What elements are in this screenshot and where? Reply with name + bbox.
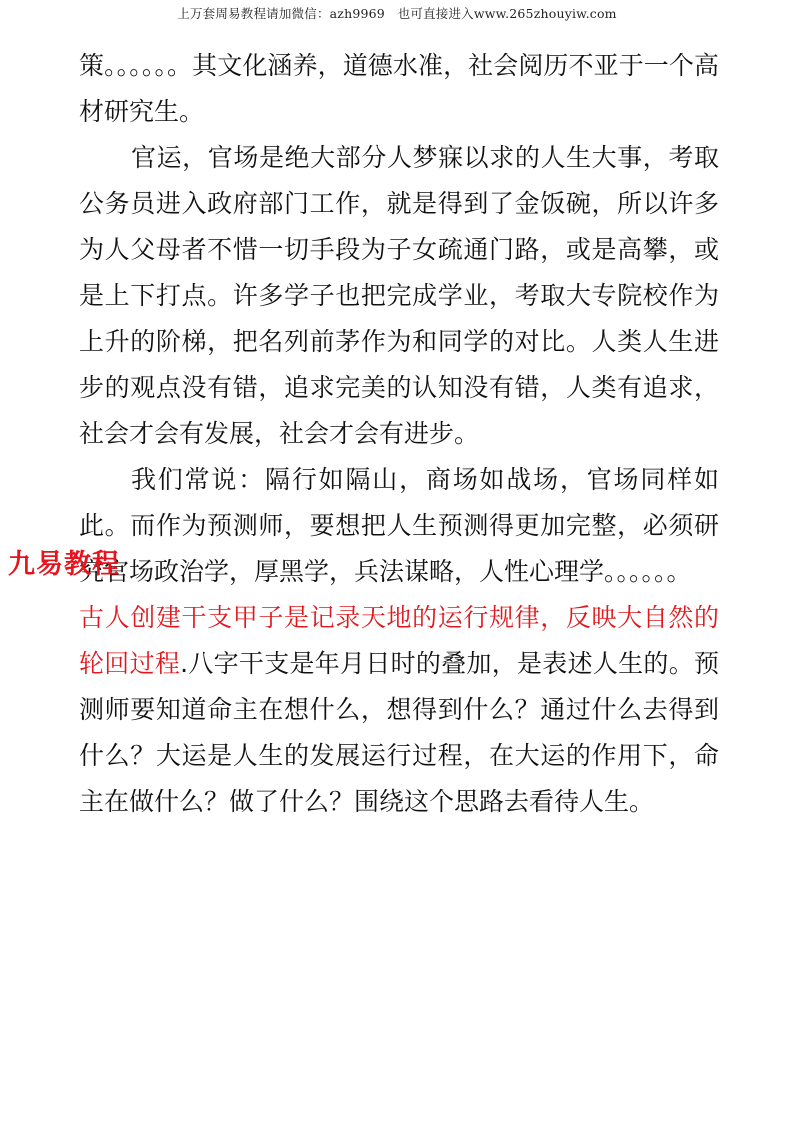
paragraph-1: 策。。。。。。其文化涵养，道德水准，社会阅历不亚于一个高材研究生。: [79, 51, 719, 126]
document-body: [79, 43, 719, 825]
watermark-logo: 九易教程: [8, 549, 120, 580]
paragraph-2: 官运，官场是绝大部分人梦寐以求的人生大事，考取公务员进入政府部门工作，就是得到了金饭碗，所以许多为人父母者不惜一切手段为子女疏通门路，或是高攀，或是上下打点。许多学子也把完成学业，考取大专院校作为上升的阶梯，把名列前茅作为和同学的对比。人类人生进步的观点没有错，追求完美的认知没有错，人类有追求，社会才会有发展，社会才会有进步。: [79, 143, 719, 448]
paragraph-3: 我们常说：隔行如隔山，商场如战场，官场同样如此。而作为预测师，要想把人生预测得更加完整，必须研究官场政治学，厚黑学，兵法谋略，人性心理学。。。。。。: [79, 465, 719, 586]
paragraph-4: [79, 595, 719, 825]
page-header: 上万套周易教程请加微信：azh9969 也可直接进入www.265zhouyiw.com: [177, 6, 617, 21]
paragraph-4-text: .八字干支是年月日时的叠加，是表述人生的。预测师要知道命主在想什么，想得到什么？通过什么去得到什么？大运是人生的发展运行过程，在大运的作用下，命主在做什么？做了什么？围绕这个思路去看待人生。: [79, 649, 719, 816]
highlighted-red-text: 古人创建干支甲子是记录天地的运行规律，反映大自然的轮回过程: [79, 603, 719, 678]
